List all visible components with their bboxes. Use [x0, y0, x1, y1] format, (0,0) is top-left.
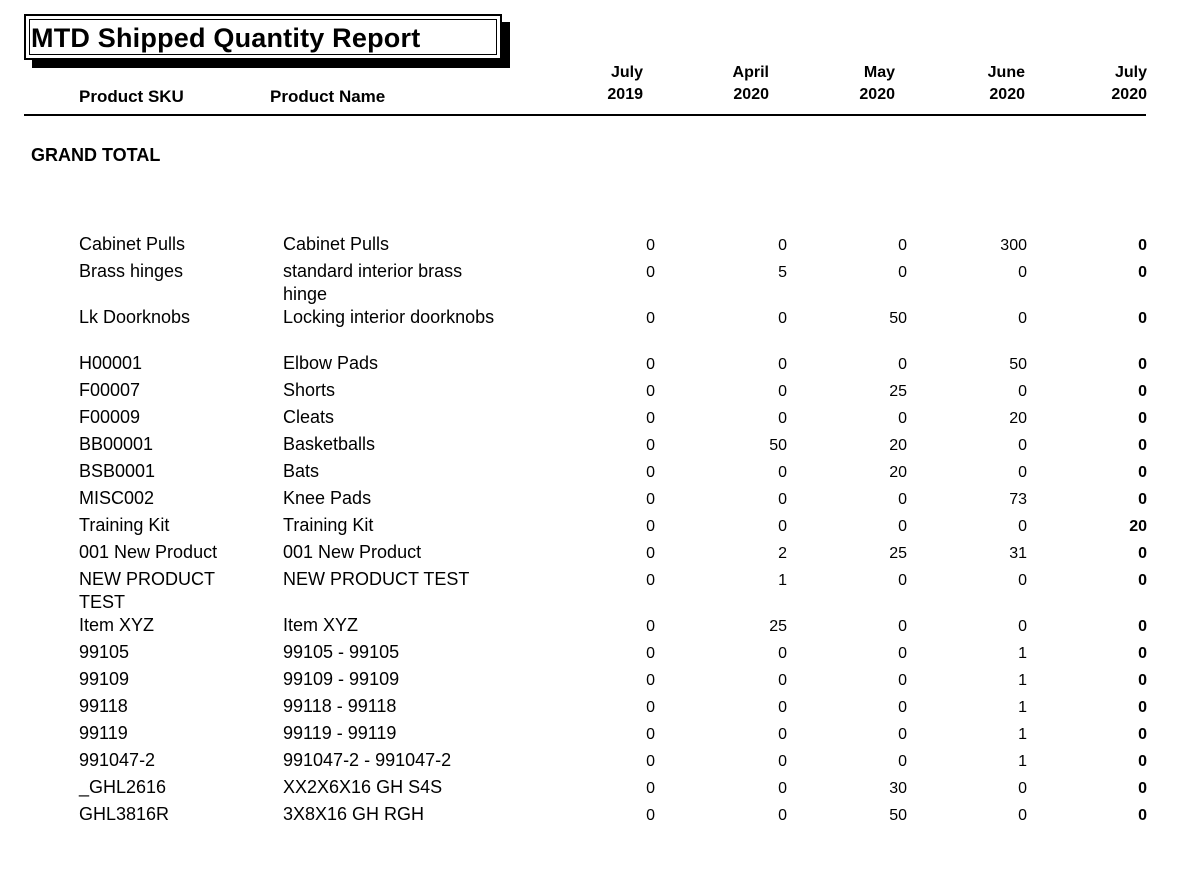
row-value-jul-2019: 0: [646, 310, 655, 327]
row-value-may-2020: 0: [898, 618, 907, 635]
row-value-jun-2020: 1: [1018, 645, 1027, 662]
row-value-apr-2020: 0: [778, 699, 787, 716]
table-row: [0, 541, 1195, 568]
row-sku: 99105: [79, 642, 130, 662]
row-value-jun-2020: 73: [1009, 491, 1027, 508]
row-value-jun-2020: 50: [1009, 356, 1027, 373]
row-value-apr-2020: 0: [778, 310, 787, 327]
row-value-jul-2019: 0: [646, 545, 655, 562]
header-product-sku: Product SKU: [79, 87, 184, 106]
row-value-may-2020: 0: [898, 699, 907, 716]
row-name: 001 New Product: [283, 542, 422, 562]
row-value-may-2020: 25: [889, 545, 907, 562]
row-value-jul-2019: 0: [646, 699, 655, 716]
table-row: [0, 379, 1195, 406]
row-name: Knee Pads: [283, 488, 372, 508]
header-period-1-month: April: [732, 64, 769, 81]
row-sku: 991047-2: [79, 750, 156, 770]
row-value-jun-2020: 1: [1018, 726, 1027, 743]
row-value-jun-2020: 0: [1018, 780, 1027, 797]
header-period-4-month: July: [1114, 64, 1147, 81]
header-period-1: [689, 62, 769, 106]
row-sku: Item XYZ: [79, 615, 155, 635]
header-period-2: [815, 62, 895, 106]
row-value-jul-2020: 0: [1138, 491, 1147, 508]
row-value-may-2020: 50: [889, 807, 907, 824]
row-value-may-2020: 0: [898, 237, 907, 254]
row-value-jul-2020: 0: [1138, 237, 1147, 254]
row-value-apr-2020: 0: [778, 780, 787, 797]
row-value-jul-2020: 0: [1138, 618, 1147, 635]
table-row: [0, 641, 1195, 668]
row-value-jun-2020: 1: [1018, 699, 1027, 716]
row-sku: BSB0001: [79, 461, 156, 481]
row-sku: 99109: [79, 669, 130, 689]
header-period-1-year: 2020: [733, 86, 769, 103]
table-row: [0, 352, 1195, 379]
header-divider: [24, 114, 1146, 116]
row-sku: BB00001: [79, 434, 154, 454]
row-value-apr-2020: 25: [769, 618, 787, 635]
row-sku: F00009: [79, 407, 141, 427]
table-row: [0, 460, 1195, 487]
row-value-may-2020: 0: [898, 672, 907, 689]
row-sku: Lk Doorknobs: [79, 307, 191, 327]
row-value-jun-2020: 0: [1018, 437, 1027, 454]
row-value-may-2020: 30: [889, 780, 907, 797]
row-value-apr-2020: 0: [778, 356, 787, 373]
row-value-jun-2020: 0: [1018, 572, 1027, 589]
row-value-jun-2020: 0: [1018, 383, 1027, 400]
row-value-apr-2020: 0: [778, 491, 787, 508]
row-value-may-2020: 0: [898, 410, 907, 427]
report-title: MTD Shipped Quantity Report: [31, 23, 421, 53]
row-value-may-2020: 50: [889, 310, 907, 327]
table-row: [0, 233, 1195, 260]
row-value-may-2020: 25: [889, 383, 907, 400]
row-sku: NEW PRODUCT TEST: [79, 569, 215, 612]
row-value-jun-2020: 0: [1018, 310, 1027, 327]
table-row: [0, 749, 1195, 776]
row-value-jun-2020: 1: [1018, 753, 1027, 770]
row-name: Shorts: [283, 380, 336, 400]
row-value-jun-2020: 0: [1018, 464, 1027, 481]
row-sku: Brass hinges: [79, 261, 184, 281]
row-value-apr-2020: 1: [778, 572, 787, 589]
row-value-jul-2019: 0: [646, 237, 655, 254]
row-name: NEW PRODUCT TEST: [283, 569, 470, 589]
row-value-jul-2019: 0: [646, 618, 655, 635]
row-value-jul-2020: 0: [1138, 645, 1147, 662]
row-name: Basketballs: [283, 434, 376, 454]
row-value-apr-2020: 0: [778, 464, 787, 481]
row-value-apr-2020: 0: [778, 518, 787, 535]
row-name: Locking interior doorknobs: [283, 307, 495, 327]
row-value-apr-2020: 0: [778, 383, 787, 400]
table-row: [0, 406, 1195, 433]
header-period-0-month: July: [610, 64, 643, 81]
row-value-jul-2019: 0: [646, 356, 655, 373]
row-value-jul-2020: 0: [1138, 383, 1147, 400]
row-value-may-2020: 20: [889, 464, 907, 481]
row-sku: Training Kit: [79, 515, 170, 535]
row-value-apr-2020: 0: [778, 726, 787, 743]
row-value-may-2020: 0: [898, 491, 907, 508]
row-value-jul-2020: 0: [1138, 753, 1147, 770]
row-value-apr-2020: 50: [769, 437, 787, 454]
row-value-jun-2020: 0: [1018, 807, 1027, 824]
row-name: standard interior brass hinge: [283, 261, 463, 304]
header-period-4: [1067, 62, 1147, 106]
table-row: [0, 722, 1195, 749]
row-name: 99109 - 99109: [283, 669, 400, 689]
table-row: [0, 695, 1195, 722]
row-sku: MISC002: [79, 488, 155, 508]
report-title-box: [24, 14, 502, 60]
row-value-jun-2020: 0: [1018, 518, 1027, 535]
row-value-apr-2020: 0: [778, 807, 787, 824]
row-sku: GHL3816R: [79, 804, 170, 824]
row-value-jul-2019: 0: [646, 672, 655, 689]
header-period-0: [563, 62, 643, 106]
row-value-jun-2020: 31: [1009, 545, 1027, 562]
row-name: 99119 - 99119: [283, 723, 397, 743]
row-value-may-2020: 0: [898, 726, 907, 743]
table-row: [0, 776, 1195, 803]
header-product-name: Product Name: [270, 87, 386, 106]
row-value-jul-2020: 0: [1138, 545, 1147, 562]
row-name: 991047-2 - 991047-2: [283, 750, 452, 770]
row-value-apr-2020: 0: [778, 672, 787, 689]
row-value-jul-2020: 0: [1138, 726, 1147, 743]
row-value-jul-2020: 0: [1138, 464, 1147, 481]
row-name: Training Kit: [283, 515, 374, 535]
row-name: 99118 - 99118: [283, 696, 397, 716]
row-value-jul-2020: 0: [1138, 437, 1147, 454]
row-value-jul-2019: 0: [646, 491, 655, 508]
row-value-jun-2020: 0: [1018, 618, 1027, 635]
row-value-jun-2020: 0: [1018, 264, 1027, 281]
row-value-apr-2020: 0: [778, 645, 787, 662]
report-rows: [0, 233, 1195, 830]
row-value-may-2020: 0: [898, 645, 907, 662]
header-period-3-year: 2020: [989, 86, 1025, 103]
row-value-jul-2019: 0: [646, 518, 655, 535]
section-grand-total: GRAND TOTAL: [31, 145, 161, 165]
row-sku: H00001: [79, 353, 143, 373]
table-row: [0, 433, 1195, 460]
row-value-apr-2020: 2: [778, 545, 787, 562]
row-value-jun-2020: 20: [1009, 410, 1027, 427]
header-period-3-month: June: [987, 64, 1025, 81]
row-name: 99105 - 99105: [283, 642, 400, 662]
row-value-apr-2020: 0: [778, 237, 787, 254]
row-value-may-2020: 0: [898, 753, 907, 770]
row-value-jul-2020: 0: [1138, 410, 1147, 427]
row-value-may-2020: 0: [898, 356, 907, 373]
row-value-apr-2020: 5: [778, 264, 787, 281]
row-value-jul-2020: 0: [1138, 264, 1147, 281]
row-value-jun-2020: 300: [1000, 237, 1027, 254]
row-name: Cleats: [283, 407, 335, 427]
row-value-jul-2019: 0: [646, 780, 655, 797]
header-period-2-month: May: [863, 64, 895, 81]
row-sku: _GHL2616: [79, 777, 167, 797]
table-row: [0, 306, 1195, 352]
table-row: [0, 803, 1195, 830]
table-row: [0, 614, 1195, 641]
row-sku: F00007: [79, 380, 141, 400]
row-value-jul-2020: 0: [1138, 572, 1147, 589]
row-sku: Cabinet Pulls: [79, 234, 186, 254]
header-period-0-year: 2019: [607, 86, 643, 103]
row-value-jul-2019: 0: [646, 645, 655, 662]
row-value-jul-2019: 0: [646, 383, 655, 400]
header-period-4-year: 2020: [1111, 86, 1147, 103]
row-value-jul-2020: 20: [1129, 518, 1147, 535]
header-period-2-year: 2020: [859, 86, 895, 103]
table-row: [0, 260, 1195, 306]
row-value-jul-2019: 0: [646, 753, 655, 770]
table-row: [0, 668, 1195, 695]
row-value-jul-2020: 0: [1138, 356, 1147, 373]
row-value-may-2020: 20: [889, 437, 907, 454]
row-value-jul-2019: 0: [646, 264, 655, 281]
row-value-jul-2019: 0: [646, 464, 655, 481]
row-value-jun-2020: 1: [1018, 672, 1027, 689]
row-name: Item XYZ: [283, 615, 359, 635]
row-value-may-2020: 0: [898, 572, 907, 589]
table-row: [0, 568, 1195, 614]
row-value-apr-2020: 0: [778, 410, 787, 427]
row-name: Elbow Pads: [283, 353, 379, 373]
row-value-jul-2020: 0: [1138, 672, 1147, 689]
row-value-jul-2019: 0: [646, 437, 655, 454]
row-value-jul-2020: 0: [1138, 807, 1147, 824]
row-name: XX2X6X16 GH S4S: [283, 777, 443, 797]
row-name: Cabinet Pulls: [283, 234, 390, 254]
row-name: 3X8X16 GH RGH: [283, 804, 425, 824]
table-row: [0, 514, 1195, 541]
row-value-jul-2020: 0: [1138, 699, 1147, 716]
row-value-jul-2020: 0: [1138, 310, 1147, 327]
header-period-3: [945, 62, 1025, 106]
row-value-jul-2019: 0: [646, 726, 655, 743]
row-value-jul-2019: 0: [646, 572, 655, 589]
row-name: Bats: [283, 461, 320, 481]
row-value-jul-2019: 0: [646, 410, 655, 427]
row-value-may-2020: 0: [898, 264, 907, 281]
row-sku: 99119: [79, 723, 128, 743]
row-value-apr-2020: 0: [778, 753, 787, 770]
row-sku: 99118: [79, 696, 128, 716]
row-sku: 001 New Product: [79, 542, 218, 562]
row-value-jul-2019: 0: [646, 807, 655, 824]
table-row: [0, 487, 1195, 514]
row-value-jul-2020: 0: [1138, 780, 1147, 797]
row-value-may-2020: 0: [898, 518, 907, 535]
